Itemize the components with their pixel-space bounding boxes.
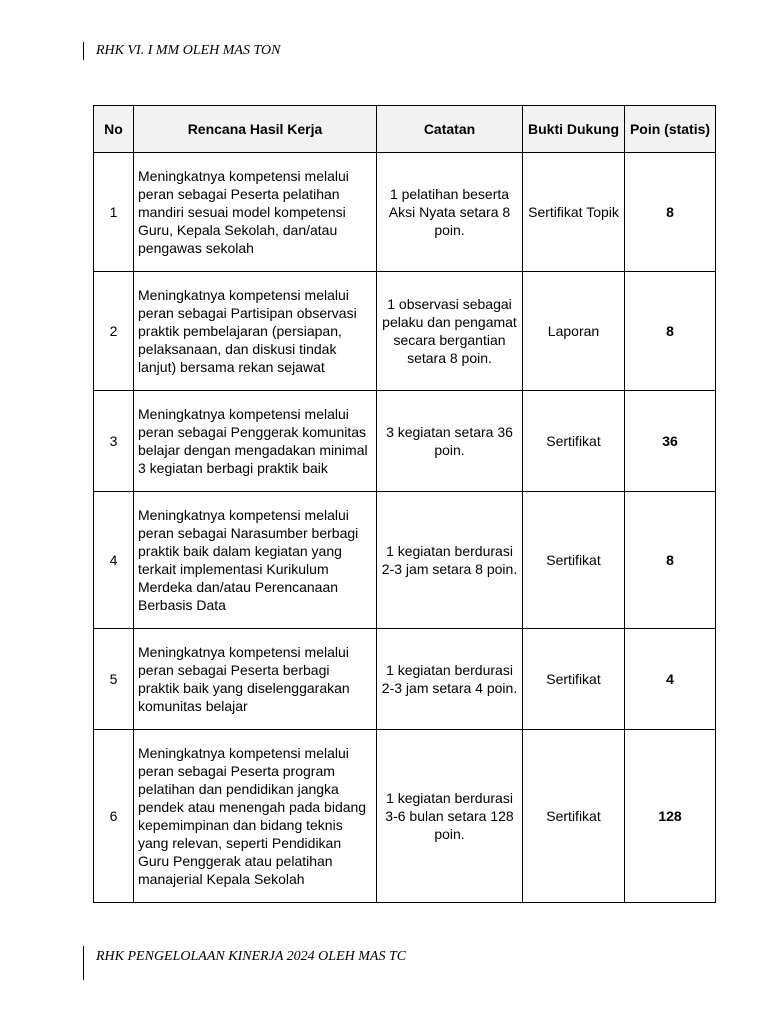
cell-no: 4 bbox=[94, 492, 134, 629]
column-header-bukti-dukung: Bukti Dukung bbox=[523, 106, 625, 153]
cell-no: 2 bbox=[94, 272, 134, 391]
cell-catatan: 1 kegiatan berdurasi 3-6 bulan setara 128 poin. bbox=[377, 730, 523, 903]
footer-text: RHK PENGELOLAAN KINERJA 2024 OLEH MAS TC bbox=[96, 949, 407, 964]
table-header-row bbox=[94, 106, 716, 153]
cell-rencana-hasil-kerja: Meningkatnya kompetensi melalui peran sebagai Penggerak komunitas belajar dengan mengadakan minimal 3 kegiatan berbagi praktik baik bbox=[134, 391, 377, 492]
cell-catatan: 1 kegiatan berdurasi 2-3 jam setara 4 poin. bbox=[377, 629, 523, 730]
cell-poin: 8 bbox=[625, 153, 716, 272]
table-row bbox=[94, 153, 716, 272]
cell-catatan: 1 kegiatan berdurasi 2-3 jam setara 8 poin. bbox=[377, 492, 523, 629]
cell-poin: 4 bbox=[625, 629, 716, 730]
table-row bbox=[94, 629, 716, 730]
column-header-catatan: Catatan bbox=[377, 106, 523, 153]
cell-rencana-hasil-kerja: Meningkatnya kompetensi melalui peran sebagai Peserta berbagi praktik baik yang diselenggarakan komunitas belajar bbox=[134, 629, 377, 730]
cell-bukti-dukung: Sertifikat bbox=[523, 391, 625, 492]
cell-catatan: 3 kegiatan setara 36 poin. bbox=[377, 391, 523, 492]
page-header bbox=[83, 42, 306, 60]
rhk-table bbox=[93, 105, 716, 903]
column-header-no: No bbox=[94, 106, 134, 153]
cell-catatan: 1 pelatihan beserta Aksi Nyata setara 8 poin. bbox=[377, 153, 523, 272]
cell-poin: 128 bbox=[625, 730, 716, 903]
column-header-poin: Poin (statis) bbox=[625, 106, 716, 153]
cell-rencana-hasil-kerja: Meningkatnya kompetensi melalui peran sebagai Peserta program pelatihan dan pendidikan jangka pendek atau menengah pada bidang kepemimpinan dan bidang teknis yang relevan, seperti Pendidikan Guru Penggerak atau pelatihan manajerial Kepala Sekolah bbox=[134, 730, 377, 903]
cell-poin: 8 bbox=[625, 272, 716, 391]
cell-no: 3 bbox=[94, 391, 134, 492]
cell-bukti-dukung: Sertifikat Topik bbox=[523, 153, 625, 272]
cell-bukti-dukung: Sertifikat bbox=[523, 629, 625, 730]
cell-bukti-dukung: Sertifikat bbox=[523, 730, 625, 903]
header-text: RHK VI. I MM OLEH MAS TON bbox=[96, 43, 281, 58]
cell-bukti-dukung: Sertifikat bbox=[523, 492, 625, 629]
column-header-rencana-hasil-kerja: Rencana Hasil Kerja bbox=[134, 106, 377, 153]
table-row bbox=[94, 391, 716, 492]
cell-no: 6 bbox=[94, 730, 134, 903]
cell-rencana-hasil-kerja: Meningkatnya kompetensi melalui peran sebagai Narasumber berbagi praktik baik dalam kegiatan yang terkait implementasi Kurikulum Merdeka dan/atau Perencanaan Berbasis Data bbox=[134, 492, 377, 629]
cell-poin: 36 bbox=[625, 391, 716, 492]
cell-no: 1 bbox=[94, 153, 134, 272]
cell-poin: 8 bbox=[625, 492, 716, 629]
cell-catatan: 1 observasi sebagai pelaku dan pengamat secara bergantian setara 8 poin. bbox=[377, 272, 523, 391]
table-row bbox=[94, 272, 716, 391]
cell-no: 5 bbox=[94, 629, 134, 730]
cell-rencana-hasil-kerja: Meningkatnya kompetensi melalui peran sebagai Partisipan observasi praktik pembelajaran (persiapan, pelaksanaan, dan diskusi tindak lanjut) bersama rekan sejawat bbox=[134, 272, 377, 391]
table-row bbox=[94, 730, 716, 903]
page-footer bbox=[83, 946, 436, 980]
cell-bukti-dukung: Laporan bbox=[523, 272, 625, 391]
table-row bbox=[94, 492, 716, 629]
cell-rencana-hasil-kerja: Meningkatnya kompetensi melalui peran sebagai Peserta pelatihan mandiri sesuai model kompetensi Guru, Kepala Sekolah, dan/atau pengawas sekolah bbox=[134, 153, 377, 272]
